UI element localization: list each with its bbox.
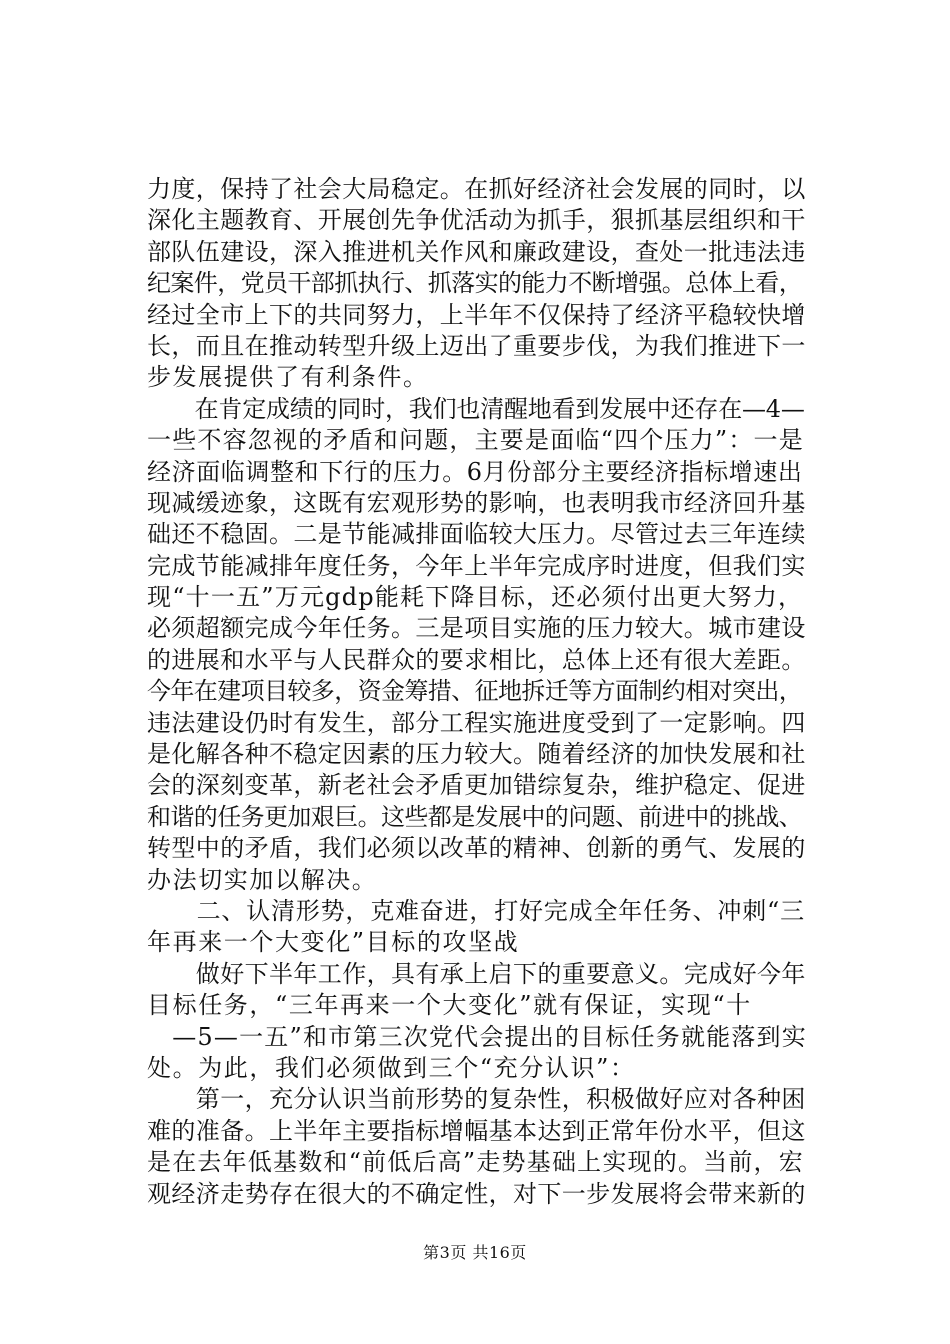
text-line: 长，而且在推动转型升级上迈出了重要步伐，为我们推进下一 — [147, 331, 806, 360]
text-line: 必须超额完成今年任务。三是项目实施的压力较大。城市建设 — [147, 614, 806, 643]
text-line: 办法切实加以解决。 — [147, 865, 378, 894]
text-line: 一些不容忽视的矛盾和问题，主要是面临“四个压力”：一是 — [147, 426, 804, 455]
text-line: 处。为此，我们必须做到三个“充分认识”： — [147, 1053, 636, 1082]
text-line: 是在去年低基数和“前低后高”走势基础上实现的。当前，宏 — [147, 1148, 804, 1177]
text-line: 难的准备。上半年主要指标增幅基本达到正常年份水平，但这 — [147, 1116, 806, 1145]
text-line: 违法建设仍时有发生，部分工程实施进度受到了一定影响。四 — [147, 708, 806, 737]
text-line: 今年在建项目较多，资金筹措、征地拆迁等方面制约相对突出， — [147, 677, 803, 706]
text-line: 纪案件，党员干部抓执行、抓落实的能力不断增强。总体上看， — [147, 269, 803, 298]
text-line: 和谐的任务更加艰巨。这些都是发展中的问题、前进中的挑战、 — [147, 802, 803, 831]
text-line: 础还不稳固。二是节能减排面临较大压力。尽管过去三年连续 — [147, 520, 806, 549]
text-line: 是化解各种不稳定因素的压力较大。随着经济的加快发展和社 — [147, 740, 806, 769]
text-line: 力度，保持了社会大局稳定。在抓好经济社会发展的同时，以 — [147, 175, 806, 203]
text-line: 现“十一五”万元gdp能耗下降目标，还必须付出更大努力， — [147, 583, 804, 612]
text-line: 完成节能减排年度任务，今年上半年完成序时进度，但我们实 — [147, 551, 806, 580]
text-line: 在肯定成绩的同时，我们也清醒地看到发展中还存在—4— — [147, 394, 805, 423]
text-line: 做好下半年工作，具有承上启下的重要意义。完成好今年 — [147, 959, 806, 988]
text-line: 部队伍建设，深入推进机关作风和廉政建设，查处一批违法违 — [147, 237, 806, 266]
section-heading-line: 二、认清形势，克难奋进，打好完成全年任务、冲刺“三 — [147, 896, 805, 925]
text-line: 经济面临调整和下行的压力。6月份部分主要经济指标增速出 — [147, 457, 803, 486]
text-line: 经过全市上下的共同努力，上半年不仅保持了经济平稳较快增 — [147, 300, 806, 329]
text-line: 步发展提供了有利条件。 — [147, 363, 429, 392]
text-line: 现减缓迹象，这既有宏观形势的影响，也表明我市经济回升基 — [147, 488, 806, 517]
text-line: 会的深刻变革，新老社会矛盾更加错综复杂，维护稳定、促进 — [147, 771, 806, 800]
body-text — [147, 174, 807, 1210]
text-line: 转型中的矛盾，我们必须以改革的精神、创新的勇气、发展的 — [147, 834, 806, 863]
text-line: 的进展和水平与人民群众的要求相比，总体上还有很大差距。 — [147, 645, 806, 674]
text-line: —5—一五”和市第三次党代会提出的目标任务就能落到实 — [147, 1022, 807, 1051]
text-line: 观经济走势存在很大的不确定性，对下一步发展将会带来新的 — [147, 1179, 806, 1208]
text-line: 第一，充分认识当前形势的复杂性，积极做好应对各种困 — [147, 1085, 806, 1114]
page-number-footer: 第3页 共16页 — [423, 1243, 527, 1262]
section-heading-line: 年再来一个大变化”目标的攻坚战 — [147, 928, 520, 957]
text-line: 深化主题教育、开展创先争优活动为抓手，狠抓基层组织和干 — [147, 206, 806, 235]
text-line: 目标任务，“三年再来一个大变化”就有保证，实现“十 — [147, 991, 752, 1020]
